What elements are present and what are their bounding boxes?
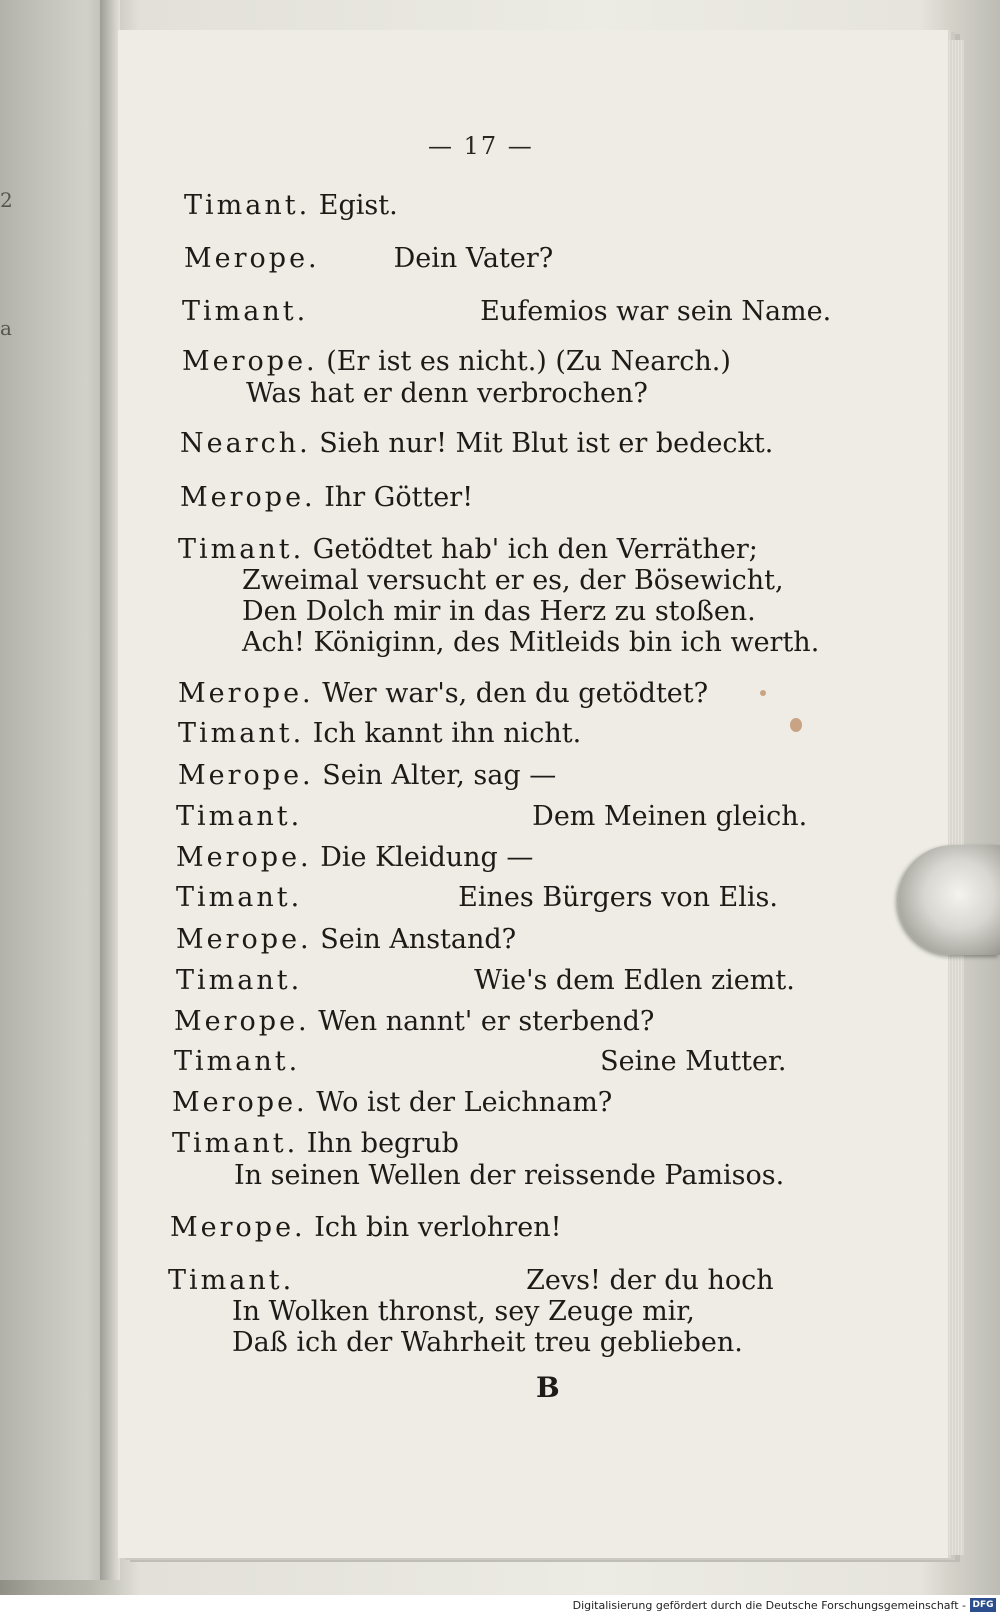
page-edges (948, 40, 964, 1555)
line-text: Den Dolch mir in das Herz zu stoßen. (242, 596, 756, 627)
line-text: Eines Bürgers von Elis. (458, 882, 778, 913)
page-holder-clip (898, 845, 1000, 955)
speaker-name: Merope. (182, 346, 318, 377)
speaker-name: Nearch. (180, 428, 311, 459)
dialogue-line (172, 1087, 612, 1118)
speaker-name: Timant. (178, 718, 305, 749)
paper-stain (760, 690, 766, 696)
facing-page (0, 0, 108, 1580)
line-text: In seinen Wellen der reissende Pamisos. (234, 1160, 785, 1191)
dialogue-line (176, 801, 807, 832)
dfg-logo: DFG (970, 1598, 996, 1612)
line-text: Ich bin verlohren! (314, 1212, 562, 1243)
line-text: Getödtet hab' ich den Verräther; (312, 534, 758, 565)
dialogue-line (182, 346, 731, 377)
line-text: Wen nannt' er sterbend? (318, 1006, 655, 1037)
dialogue-line (234, 1160, 784, 1191)
speaker-name: Timant. (176, 801, 303, 832)
speaker-name: Merope. (184, 243, 320, 274)
funding-note: Digitalisierung gefördert durch die Deutsche Forschungsgemeinschaft - (572, 1599, 966, 1612)
line-text: Ihn begrub (306, 1128, 459, 1159)
speaker-name: Merope. (176, 842, 312, 873)
line-text: Was hat er denn verbrochen? (246, 378, 648, 409)
speaker-name: Merope. (178, 760, 314, 791)
dialogue-line (170, 1212, 561, 1243)
dialogue-line (242, 565, 784, 596)
dialogue-line (178, 534, 758, 565)
line-text: Egist. (318, 190, 398, 221)
dialogue-line (168, 1265, 774, 1296)
line-text: Zevs! der du hoch (526, 1265, 774, 1296)
speaker-name: Merope. (180, 482, 316, 513)
dialogue-line (176, 882, 778, 913)
line-text: Ich kannt ihn nicht. (312, 718, 582, 749)
line-text: Sein Alter, sag — (322, 760, 557, 791)
signature-mark: B (536, 1371, 560, 1404)
dialogue-line (180, 428, 773, 459)
dialogue-line (184, 190, 398, 221)
speaker-name: Merope. (176, 924, 312, 955)
line-text: Sieh nur! Mit Blut ist er bedeckt. (319, 428, 774, 459)
speaker-name: Timant. (182, 296, 309, 327)
dialogue-line (174, 1046, 786, 1077)
speaker-name: Timant. (168, 1265, 295, 1296)
dialogue-line (172, 1128, 459, 1159)
speaker-name: Timant. (172, 1128, 299, 1159)
dialogue-line (176, 842, 533, 873)
dialogue-line (246, 378, 648, 409)
speaker-name: Merope. (178, 678, 314, 709)
line-text: Wer war's, den du getödtet? (322, 678, 709, 709)
footer-bar (0, 1595, 1000, 1617)
speaker-name: Merope. (174, 1006, 310, 1037)
facing-page-fragment: 2 (0, 188, 13, 212)
dialogue-line (178, 718, 581, 749)
book-gutter (100, 0, 120, 1580)
line-text: Seine Mutter. (600, 1046, 787, 1077)
line-text: In Wolken thronst, sey Zeuge mir, (232, 1296, 695, 1327)
facing-page-fragment: a (0, 316, 12, 340)
dialogue-line (176, 924, 516, 955)
line-text: Ach! Königinn, des Mitleids bin ich werth. (242, 627, 820, 658)
dialogue-line (242, 596, 756, 627)
paper-stain (790, 718, 802, 732)
line-text: Zweimal versucht er es, der Bösewicht, (242, 565, 784, 596)
dialogue-line (176, 965, 795, 996)
dialogue-line (182, 296, 831, 327)
line-text: Dein Vater? (393, 243, 554, 274)
line-text: Eufemios war sein Name. (480, 296, 832, 327)
line-text: (Er ist es nicht.) (Zu Nearch.) (326, 346, 731, 377)
line-text: Wie's dem Edlen ziemt. (474, 965, 795, 996)
dialogue-line (232, 1327, 743, 1358)
speaker-name: Timant. (184, 190, 311, 221)
dialogue-line (232, 1296, 695, 1327)
dialogue-line (178, 678, 708, 709)
speaker-name: Timant. (178, 534, 305, 565)
line-text: Wo ist der Leichnam? (316, 1087, 613, 1118)
line-text: Ihr Götter! (324, 482, 474, 513)
dialogue-line (180, 482, 473, 513)
dialogue-line (242, 627, 819, 658)
speaker-name: Timant. (176, 965, 303, 996)
dialogue-line (174, 1006, 654, 1037)
line-text: Daß ich der Wahrheit treu geblieben. (232, 1327, 743, 1358)
dialogue-line (184, 243, 553, 274)
line-text: Sein Anstand? (320, 924, 517, 955)
dialogue-line (178, 760, 556, 791)
line-text: Die Kleidung — (320, 842, 534, 873)
speaker-name: Merope. (172, 1087, 308, 1118)
line-text: Dem Meinen gleich. (532, 801, 808, 832)
speaker-name: Timant. (176, 882, 303, 913)
speaker-name: Merope. (170, 1212, 306, 1243)
page-number: — 17 — (428, 132, 534, 160)
speaker-name: Timant. (174, 1046, 301, 1077)
